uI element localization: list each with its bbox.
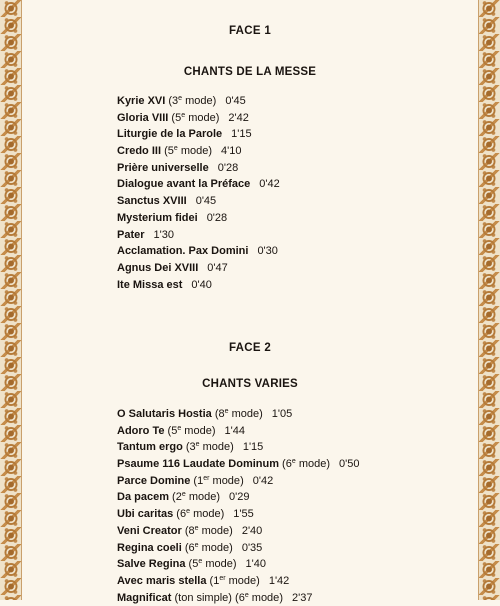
track-name: Avec maris stella bbox=[117, 574, 207, 587]
track-item bbox=[117, 93, 280, 110]
track-name: Dialogue avant la Préface bbox=[117, 178, 251, 191]
mode-number: 5 bbox=[192, 558, 199, 571]
face1-track-list bbox=[117, 93, 280, 293]
track-mode-extra: (6e mode) bbox=[231, 591, 283, 604]
track-item bbox=[117, 523, 359, 540]
track-mode: (1er mode) bbox=[190, 474, 244, 487]
track-duration: 1'44 bbox=[224, 424, 245, 437]
track-item bbox=[117, 489, 359, 506]
track-mode: (5e mode) bbox=[185, 558, 237, 571]
track-duration: 0'28 bbox=[217, 161, 239, 174]
mode-word: mode bbox=[228, 574, 257, 587]
mode-number: 6 bbox=[285, 458, 292, 471]
track-name: Regina coeli bbox=[117, 541, 182, 554]
track-name: Da pacem bbox=[117, 491, 169, 504]
mode-ordinal: e bbox=[195, 441, 200, 449]
page-content bbox=[22, 0, 478, 604]
mode-number: 8 bbox=[188, 524, 195, 537]
track-item bbox=[117, 406, 359, 423]
track-duration: 2'40 bbox=[241, 524, 263, 537]
track-item bbox=[117, 590, 359, 606]
track-duration: 1'15 bbox=[242, 441, 264, 454]
mode-ordinal: e bbox=[194, 524, 199, 532]
track-item bbox=[117, 506, 359, 523]
track-duration: 1'55 bbox=[233, 508, 254, 521]
mode-word: mode bbox=[205, 558, 233, 571]
track-duration: 1'15 bbox=[231, 128, 252, 141]
track-mode: (3e mode) bbox=[182, 441, 234, 454]
mode-ordinal: e bbox=[181, 111, 186, 119]
track-item bbox=[117, 160, 280, 177]
mode-number: 6 bbox=[179, 508, 187, 521]
track-mode: (1er mode) bbox=[206, 574, 260, 587]
track-duration: 2'42 bbox=[228, 111, 249, 124]
track-name: Acclamation. Pax Domini bbox=[117, 245, 249, 258]
mode-word: mode bbox=[201, 524, 230, 537]
mode-number: 6 bbox=[188, 541, 195, 554]
mode-word: mode bbox=[193, 508, 221, 521]
track-name: Agnus Dei XVIII bbox=[117, 261, 199, 274]
track-name: Credo III bbox=[117, 145, 162, 158]
track-name: Sanctus XVIII bbox=[117, 195, 187, 208]
face2-section-title: CHANTS VARIES bbox=[202, 378, 298, 390]
track-item bbox=[117, 110, 280, 127]
mode-number: 5 bbox=[175, 111, 182, 124]
mode-word: mode bbox=[212, 474, 241, 487]
mode-number: 5 bbox=[167, 145, 174, 158]
mode-number: 1 bbox=[197, 474, 204, 487]
track-name: O Salutaris Hostia bbox=[117, 408, 212, 420]
mode-word: mode bbox=[251, 591, 280, 604]
mode-word: mode bbox=[298, 458, 327, 471]
track-item bbox=[117, 473, 359, 490]
mode-ordinal: e bbox=[186, 508, 191, 516]
track-duration: 4'10 bbox=[221, 145, 242, 158]
mode-number: 3 bbox=[189, 441, 196, 454]
track-item bbox=[117, 126, 280, 143]
track-item bbox=[117, 243, 280, 260]
track-name: Gloria VIII bbox=[117, 111, 169, 124]
track-name: Prière universelle bbox=[117, 161, 209, 174]
mode-word: mode bbox=[188, 111, 216, 124]
mode-ordinal: e bbox=[224, 408, 229, 415]
mode-word: mode bbox=[184, 424, 212, 437]
track-duration: 0'42 bbox=[259, 178, 280, 191]
mode-ordinal: e bbox=[291, 458, 296, 466]
mode-number: 5 bbox=[171, 424, 178, 437]
mode-ordinal: er bbox=[219, 574, 226, 582]
track-mode: (5e mode) bbox=[164, 424, 216, 437]
track-name: Liturgie de la Parole bbox=[117, 128, 223, 141]
track-mode: (3e mode) bbox=[165, 95, 217, 107]
face1-section-title: CHANTS DE LA MESSE bbox=[183, 66, 317, 78]
track-mode: (8e mode) bbox=[181, 524, 233, 537]
track-name: Tantum ergo bbox=[117, 441, 183, 454]
mode-ordinal: e bbox=[181, 491, 186, 499]
track-item bbox=[117, 260, 280, 277]
track-item bbox=[117, 210, 280, 227]
track-duration: 0'45 bbox=[225, 95, 246, 107]
right-ornamental-border bbox=[478, 0, 500, 600]
mode-word: mode bbox=[202, 441, 231, 454]
track-duration: 1'42 bbox=[268, 574, 290, 587]
track-name: Pater bbox=[117, 228, 145, 241]
mode-number: 2 bbox=[175, 491, 182, 504]
track-duration: 0'42 bbox=[252, 474, 274, 487]
track-mode: (5e mode) bbox=[168, 111, 220, 124]
track-name: Parce Domine bbox=[117, 474, 191, 487]
mode-ordinal: e bbox=[198, 558, 203, 566]
face1-title: FACE 1 bbox=[228, 25, 272, 37]
track-duration: 0'40 bbox=[191, 278, 212, 291]
track-duration: 0'45 bbox=[195, 195, 217, 208]
track-item bbox=[117, 423, 359, 440]
left-ornamental-border bbox=[0, 0, 22, 600]
mode-number: 1 bbox=[213, 574, 220, 587]
track-name: Salve Regina bbox=[117, 558, 186, 571]
track-item bbox=[117, 176, 280, 193]
track-mode: (5e mode) bbox=[161, 145, 213, 158]
face2-title: FACE 2 bbox=[228, 342, 272, 354]
track-mode: (6e mode) bbox=[279, 458, 331, 471]
mode-number: 6 bbox=[238, 591, 245, 604]
mode-number: ton simple bbox=[178, 591, 229, 604]
track-duration: 0'50 bbox=[339, 458, 360, 471]
track-duration: 1'05 bbox=[271, 408, 293, 420]
track-duration: 1'40 bbox=[245, 558, 266, 571]
track-item bbox=[117, 540, 359, 557]
track-item bbox=[117, 143, 280, 160]
mode-ordinal: e bbox=[177, 424, 182, 432]
track-mode: (2e mode) bbox=[168, 491, 221, 504]
track-name: Mysterium fidei bbox=[117, 211, 198, 224]
track-duration: 1'30 bbox=[153, 228, 174, 241]
track-item bbox=[117, 573, 359, 590]
mode-word: mode bbox=[180, 145, 209, 158]
track-name: Veni Creator bbox=[117, 524, 182, 537]
mode-number: 8 bbox=[218, 408, 225, 420]
mode-ordinal: e bbox=[194, 541, 199, 549]
track-mode: (ton simple) bbox=[171, 591, 232, 604]
track-mode: (6e mode) bbox=[173, 508, 225, 521]
track-duration: 0'29 bbox=[229, 491, 250, 504]
track-mode: (6e mode) bbox=[181, 541, 233, 554]
track-item bbox=[117, 277, 280, 294]
mode-ordinal: er bbox=[203, 474, 210, 482]
mode-word: mode bbox=[201, 541, 230, 554]
mode-word: mode bbox=[188, 491, 217, 504]
track-name: Adoro Te bbox=[117, 424, 165, 437]
track-name: Kyrie XVI bbox=[117, 95, 166, 107]
track-name: Psaume 116 Laudate Dominum bbox=[117, 458, 279, 471]
track-name: Ubi caritas bbox=[117, 508, 174, 521]
track-duration: 2'37 bbox=[291, 591, 313, 604]
mode-ordinal: e bbox=[244, 591, 249, 599]
track-duration: 0'28 bbox=[206, 211, 228, 224]
face2-track-list bbox=[117, 406, 359, 606]
track-item bbox=[117, 227, 280, 244]
track-item bbox=[117, 456, 359, 473]
track-duration: 0'47 bbox=[207, 261, 228, 274]
track-item bbox=[117, 193, 280, 210]
track-name: Magnificat bbox=[117, 591, 172, 604]
track-item bbox=[117, 556, 359, 573]
mode-number: 3 bbox=[172, 95, 179, 107]
mode-ordinal: e bbox=[173, 145, 178, 153]
track-mode: (8e mode) bbox=[211, 408, 263, 420]
track-item bbox=[117, 439, 359, 456]
mode-ordinal: e bbox=[178, 95, 183, 102]
track-name: Ite Missa est bbox=[117, 278, 183, 291]
track-duration: 0'30 bbox=[257, 245, 278, 258]
mode-word: mode bbox=[231, 408, 260, 420]
mode-word: mode bbox=[185, 95, 213, 107]
track-duration: 0'35 bbox=[241, 541, 263, 554]
